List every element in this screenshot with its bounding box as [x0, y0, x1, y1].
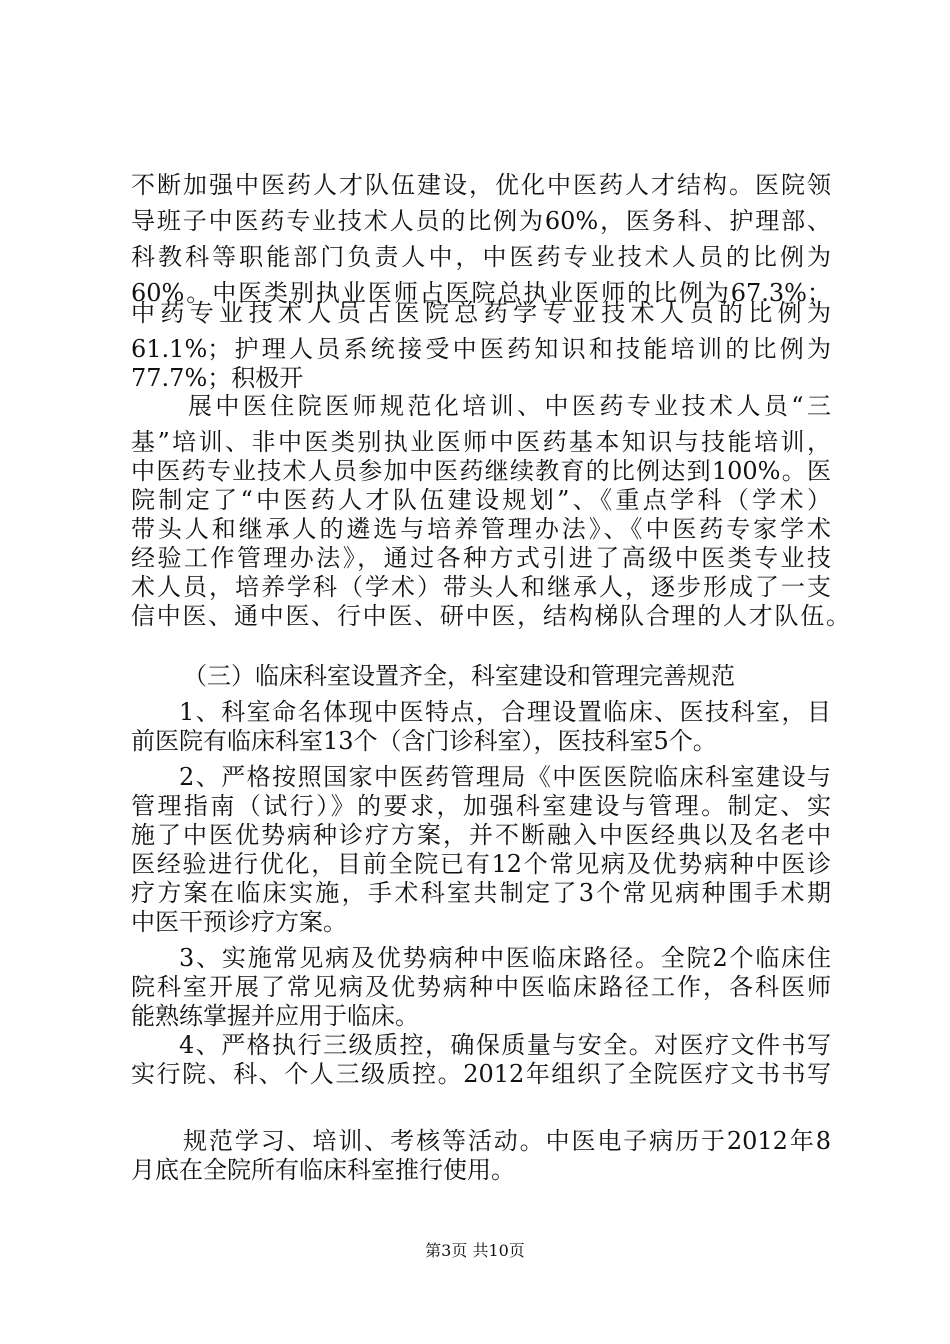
- text-line: 中药专业技术人员占医院总药学专业技术人员的比例为: [131, 299, 831, 327]
- text-line: 施了中医优势病种诊疗方案，并不断融入中医经典以及名老中: [131, 821, 831, 849]
- text-line: 60%。中医类别执业医师占医院总执业医师的比例为67.3%；: [131, 279, 831, 307]
- section-heading: （三）临床科室设置齐全，科室建设和管理完善规范: [183, 662, 735, 690]
- text-line: 医经验进行优化，目前全院已有12个常见病及优势病种中医诊: [131, 850, 831, 878]
- text-line: 能熟练掌握并应用于临床。: [131, 1002, 419, 1030]
- text-line: 科教科等职能部门负责人中，中医药专业技术人员的比例为: [131, 243, 831, 271]
- text-line: 61.1%；护理人员系统接受中医药知识和技能培训的比例为: [131, 335, 831, 363]
- page-number-footer: 第3页 共10页: [425, 1241, 525, 1260]
- text-line: 院科室开展了常见病及优势病种中医临床路径工作，各科医师: [131, 973, 831, 1001]
- text-line: 规范学习、培训、考核等活动。中医电子病历于2012年8: [183, 1127, 831, 1155]
- text-line: 中医药专业技术人员参加中医药继续教育的比例达到100%。医: [131, 457, 831, 485]
- text-line: 导班子中医药专业技术人员的比例为60%，医务科、护理部、: [131, 207, 831, 235]
- text-line: 术人员，培养学科（学术）带头人和继承人，逐步形成了一支: [131, 573, 831, 601]
- text-line: 管理指南（试行）》的要求，加强科室建设与管理。制定、实: [131, 792, 831, 820]
- text-line: 信中医、通中医、行中医、研中医，结构梯队合理的人才队伍。: [131, 602, 850, 630]
- text-line: 1、科室命名体现中医特点，合理设置临床、医技科室，目: [179, 698, 831, 726]
- text-line: 中医干预诊疗方案。: [131, 908, 347, 936]
- text-line: 基”培训、非中医类别执业医师中医药基本知识与技能培训，: [131, 428, 831, 456]
- text-line: 前医院有临床科室13个（含门诊科室），医技科室5个。: [131, 727, 717, 755]
- text-line: 展中医住院医师规范化培训、中医药专业技术人员“三: [188, 392, 831, 420]
- text-line: 不断加强中医药人才队伍建设，优化中医药人才结构。医院领: [131, 171, 831, 199]
- text-line: 4、严格执行三级质控，确保质量与安全。对医疗文件书写: [179, 1031, 831, 1059]
- text-line: 院制定了“中医药人才队伍建设规划”、《重点学科（学术）: [131, 486, 831, 514]
- text-line: 疗方案在临床实施，手术科室共制定了3个常见病种围手术期: [131, 879, 831, 907]
- text-line: 3、实施常见病及优势病种中医临床路径。全院2个临床住: [179, 944, 831, 972]
- text-line: 2、严格按照国家中医药管理局《中医医院临床科室建设与: [179, 763, 831, 791]
- text-line: 77.7%；积极开: [131, 364, 304, 392]
- text-line: 月底在全院所有临床科室推行使用。: [131, 1156, 515, 1184]
- text-line: 实行院、科、个人三级质控。2012年组织了全院医疗文书书写: [131, 1060, 831, 1088]
- text-line: 带头人和继承人的遴选与培养管理办法》、《中医药专家学术: [131, 515, 831, 543]
- text-line: 经验工作管理办法》，通过各种方式引进了高级中医类专业技: [131, 544, 831, 572]
